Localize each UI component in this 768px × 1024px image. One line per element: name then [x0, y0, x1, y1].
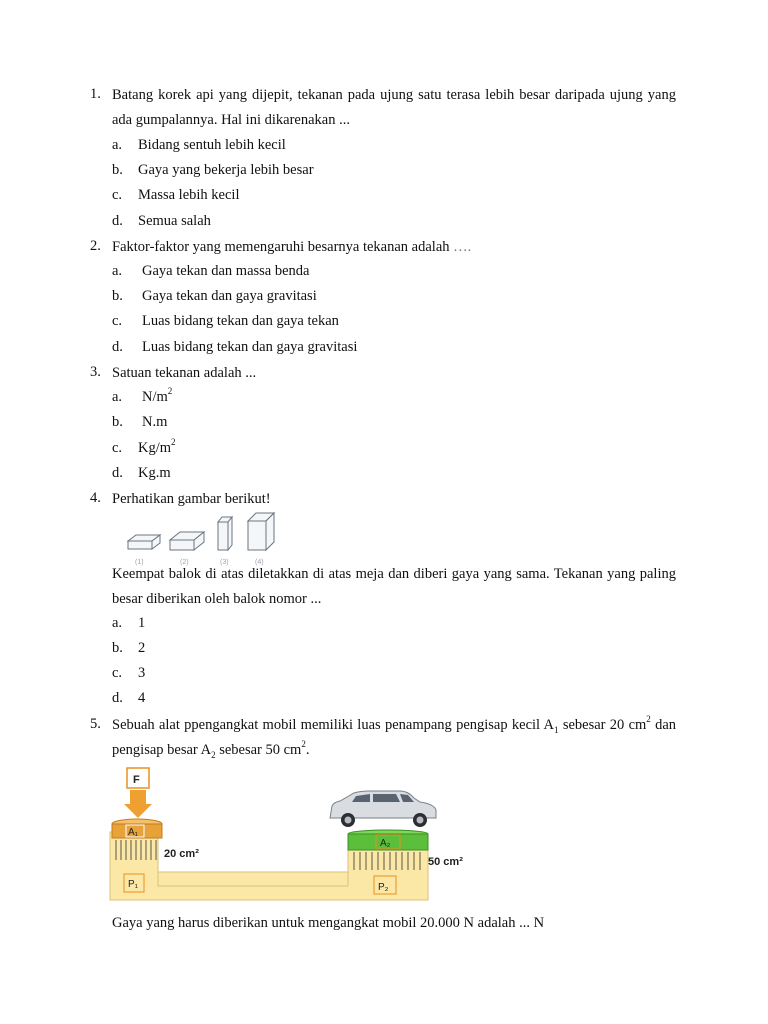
connecting-pipe — [158, 872, 348, 886]
question-number: 3. — [90, 364, 101, 380]
question-number: 1. — [90, 86, 101, 102]
option-2c[interactable]: c. Luas bidang tekan dan gaya tekan — [112, 313, 339, 329]
option-4c[interactable]: c. 3 — [112, 665, 146, 681]
option-2d[interactable]: d. Luas bidang tekan dan gaya gravitasi — [112, 339, 358, 355]
small-area-label: 20 cm² — [164, 848, 199, 860]
question-number: 2. — [90, 238, 101, 254]
option-1d[interactable]: d. Semua salah — [112, 213, 211, 229]
option-1c[interactable]: c. Massa lebih kecil — [112, 187, 240, 203]
option-4b[interactable]: b. 2 — [112, 640, 146, 656]
option-4d[interactable]: d. 4 — [112, 690, 146, 706]
question-text: Faktor-faktor yang memengaruhi besarnya tekanan adalah …. — [112, 239, 472, 255]
question-5-body: Gaya yang harus diberikan untuk mengangkat mobil 20.000 N adalah ... N — [112, 915, 545, 931]
block-1-front — [128, 541, 152, 549]
block-4-front — [248, 521, 266, 550]
question-number: 4. — [90, 490, 101, 506]
block-label-1: (1) — [135, 559, 144, 566]
option-3c[interactable]: c. $Kg/m^2$ — [112, 437, 176, 456]
p1-label: P₁ — [128, 879, 139, 890]
question-text: Perhatikan gambar berikut! — [112, 491, 271, 507]
option-3b[interactable]: b. N.m — [112, 414, 168, 430]
block-2-front — [170, 540, 194, 550]
force-arrow — [124, 790, 152, 818]
block-label-3: (3) — [220, 559, 229, 566]
option-1b[interactable]: b. Gaya yang bekerja lebih besar — [112, 162, 314, 178]
option-3d[interactable]: d. Kg.m — [112, 465, 171, 481]
block-3-front — [218, 522, 228, 550]
question-text: Batang korek api yang dijepit, tekanan pada ujung satu terasa lebih besar daripada ujung yang ada gumpalannya. Hal ini dikarenakan ... — [112, 87, 676, 128]
block-3-side — [228, 517, 232, 550]
block-label-2: (2) — [180, 559, 189, 566]
hydraulic-lift-diagram — [108, 764, 478, 904]
question-text: Sebuah alat ppengangkat mobil memiliki luas penampang pengisap kecil $A_1$ sebesar 20 $cm^2$ dan pengisap besar $A_2$ sebesar 50 $cm^2$. — [112, 714, 677, 760]
option-2b[interactable]: b. Gaya tekan dan gaya gravitasi — [112, 288, 317, 304]
question-number: 5. — [90, 716, 101, 732]
a1-label: A₁ — [128, 827, 139, 838]
question-text: Satuan tekanan adalah ... — [112, 365, 257, 381]
option-4a[interactable]: a. 1 — [112, 615, 146, 631]
force-label: F — [133, 774, 140, 786]
block-label-4: (4) — [255, 559, 264, 566]
question-4-body: Keempat balok di atas diletakkan di atas meja dan diberi gaya yang sama. Tekanan yang paling besar diberikan oleh balok nomor ... — [112, 566, 676, 607]
option-3a[interactable]: a. $N/m^2$ — [112, 386, 173, 405]
a2-label: A₂ — [380, 838, 391, 849]
p2-label: P₂ — [378, 882, 389, 893]
option-1a[interactable]: a. Bidang sentuh lebih kecil — [112, 137, 286, 153]
large-area-label: 50 cm² — [428, 856, 463, 868]
car-image — [330, 791, 436, 827]
blocks-figure — [122, 508, 287, 568]
option-2a[interactable]: a. Gaya tekan dan massa benda — [112, 263, 310, 279]
